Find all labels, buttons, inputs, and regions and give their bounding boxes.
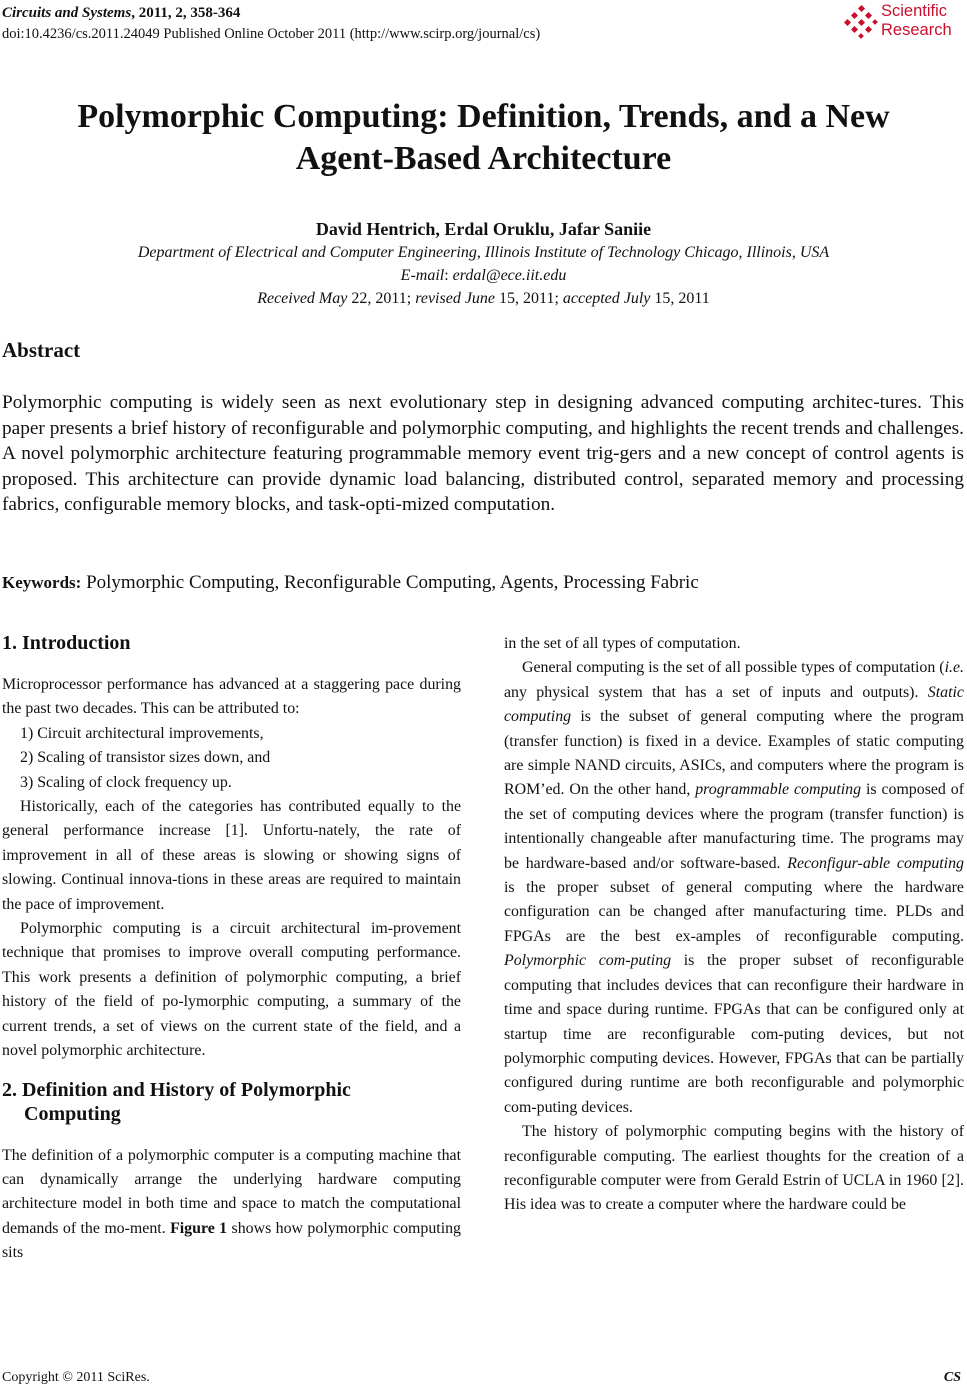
list-item: 3) Scaling of clock frequency up. — [20, 773, 232, 791]
title-line-2: Agent-Based Architecture — [295, 140, 672, 177]
affiliation-country: USA — [799, 244, 830, 261]
revised-date: 15, 2011; — [495, 290, 563, 307]
text-run: The definition of a polymorphic computer is a computing machine that can dynamically arrange the underlying hardware computing architecture model in both time and space to match the computational demands of the mo-ment. — [2, 1146, 461, 1237]
section-2-heading — [2, 1078, 461, 1126]
list-item: 1) Circuit architectural improvements, — [20, 724, 264, 742]
italic-term: Static computing — [504, 683, 964, 726]
sep: : — [444, 267, 453, 284]
section-1-paragraph-1: Microprocessor performance has advanced at a staggering pace during the past two decades. This can be attributed to: — [2, 676, 461, 718]
keywords-text: Polymorphic Computing, Reconfigurable Computing, Agents, Processing Fabric — [81, 572, 699, 593]
keywords-label: Keywords: — [2, 573, 82, 592]
scirp-logo-icon — [843, 4, 879, 40]
journal-name: Circuits and Systems — [2, 5, 132, 21]
text-run: is composed of the set of computing devices where the program (transfer function) is intentionally changeable after manufacturing time. The programs may be hardware-based and/or software-based. — [504, 781, 964, 872]
right-paragraph-1 — [504, 656, 964, 1120]
affiliation-state: Illinois — [746, 244, 792, 261]
text-run: any physical system that has a set of inputs and outputs). — [504, 683, 928, 701]
right-column — [504, 632, 964, 1218]
right-paragraph-2: The history of polymorphic computing begins with the history of reconfigurable computing. The earliest thoughts for the creation of a reconfigurable computer were from Gerald Estrin of UCLA in 1960 [2]. His idea was to create a computer where the hardware could be — [504, 1123, 964, 1214]
italic-term: Reconfigur-able computing — [787, 854, 964, 872]
abstract-text: Polymorphic computing is widely seen as next evolutionary step in designing advanced computing architec-tures. This paper presents a brief history of reconfigurable and polymorphic computing, and highlights the recent trends and challenges. A novel polymorphic architecture featuring programmable memory event trig-gers and a new concept of control agents is proposed. This architecture can provide dynamic load balancing, distributed control, separated memory and processing fabrics, configurable memory blocks, and task-opti-mized computation. — [2, 392, 964, 515]
title-line-1: Polymorphic Computing: Definition, Trends, and a New — [77, 98, 890, 135]
publisher-logo — [843, 2, 961, 42]
list-item: 2) Scaling of transistor sizes down, and — [20, 749, 271, 767]
italic-term: Polymorphic com-puting — [504, 952, 672, 970]
section-2-paragraph-1 — [2, 1144, 461, 1266]
italic-term: programmable computing — [695, 781, 862, 799]
figure-reference: Figure 1 — [170, 1219, 228, 1237]
authors: David Hentrich, Erdal Oruklu, Jafar Saniie — [315, 219, 652, 239]
revised-label: revised June — [415, 290, 496, 307]
affiliation-dept: Department of Electrical and Computer Engineering — [137, 244, 477, 261]
sep: , — [738, 244, 747, 261]
section-2-heading-line-1: 2. Definition and History of Polymorphic — [2, 1078, 351, 1101]
sep: , — [791, 244, 800, 261]
received-date: 22, 2011; — [347, 290, 416, 307]
affiliation-institute: Illinois Institute of Technology Chicago — [484, 244, 739, 261]
accepted-label: accepted July — [562, 290, 651, 307]
italic-term: i.e. — [944, 659, 964, 677]
copyright-notice: Copyright © 2011 SciRes. — [2, 1370, 150, 1385]
section-2-heading-line-2: Computing — [24, 1102, 121, 1125]
section-1-heading: 1. Introduction — [2, 632, 131, 654]
text-run: is the subset of general computing where the program (transfer function) is fixed in a device. Examples of static computing are simple NAND circuits, ASICs, and computers where the program is ROM’ed. On the other hand, — [504, 708, 964, 799]
keywords — [2, 571, 964, 595]
text-run: General computing is the set of all possible types of computation ( — [522, 659, 945, 677]
text-run: is the proper subset of reconfigurable computing that includes devices that can reconfigure their hardware in time and space during runtime. FPGAs that can be configured only at startup time are reconfigurable com-puting devices, but not polymorphic computing devices. However, FPGAs that can be partially configured during runtime are both reconfigurable and polymorphic com-puting devices. — [504, 952, 964, 1116]
affiliation — [0, 242, 967, 264]
received-dates — [0, 288, 967, 310]
publisher-logo-text — [881, 2, 952, 40]
received-label: Received May — [257, 290, 348, 307]
journal-volume-info: , 2011, 2, 358-364 — [131, 5, 241, 21]
section-1-paragraph-2: Historically, each of the categories has contributed equally to the general performance increase [1]. Unfortu-nately, the rate of improvement in all of these areas is slowing or showing signs of slowing. Continual innova-tions in these areas are required to maintain the pace of improvement. — [2, 798, 461, 913]
text-run: is the proper subset of general computing where the hardware configuration can be changed after manufacturing time. PLDs and FPGAs are the best ex-amples of reconfigurable computing. — [504, 879, 964, 945]
left-column — [2, 631, 461, 1266]
logo-line-1: Scientific — [881, 2, 948, 20]
email-address: erdal@ece.iit.edu — [452, 267, 567, 284]
accepted-date: 15, 2011 — [650, 290, 710, 307]
journal-abbrev: CS — [943, 1370, 961, 1385]
right-paragraph-0: in the set of all types of computation. — [504, 635, 741, 652]
paper-title — [0, 96, 967, 180]
abstract-heading: Abstract — [2, 338, 81, 362]
section-1-paragraph-3: Polymorphic computing is a circuit architectural im-provement technique that promises to improve overall computing performance. This work presents a definition of polymorphic computing, a brief history of the field of po-lymorphic computing, a summary of the current trends, a set of views on the current state of the field, and a novel polymorphic architecture. — [2, 920, 461, 1060]
doi-line: doi:10.4236/cs.2011.24049 Published Online October 2011 (http://www.scirp.org/journal/cs) — [2, 26, 541, 42]
text-run: shows how polymorphic computing sits — [2, 1219, 461, 1262]
journal-citation — [2, 3, 240, 23]
email-line — [0, 265, 967, 287]
sep: , — [476, 244, 485, 261]
email-label: E-mail — [400, 267, 445, 284]
logo-line-2: Research — [881, 21, 952, 39]
